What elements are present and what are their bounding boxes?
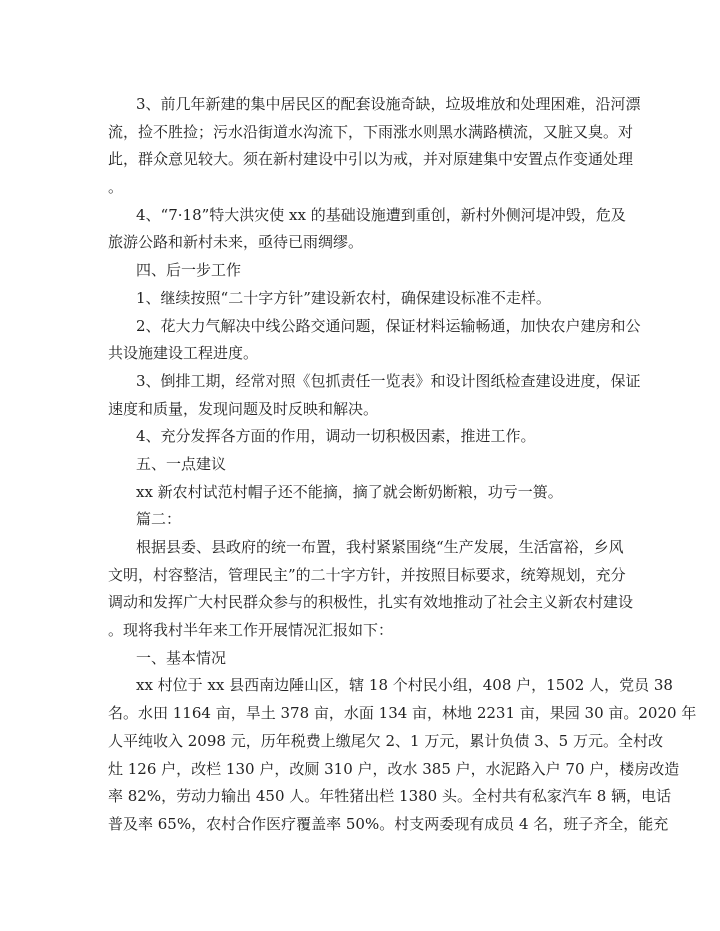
paragraph <box>108 534 634 645</box>
text-line: 文明，村容整洁，管理民主”的二十字方针，并按照目标要求，统筹规划，充分 <box>108 565 626 584</box>
text-line: 4、充分发挥各方面的作用，调动一切积极因素，推进工作。 <box>136 427 536 446</box>
text-line: 旅游公路和新村未来，亟待已雨绸缪。 <box>108 233 364 252</box>
text-line: xx 村位于 xx 县西南边陲山区，辖 18 个村民小组，408 户，1502 人，党员 38 <box>136 676 673 695</box>
text-line: 名。水田 1164 亩，旱土 378 亩，水面 134 亩，林地 2231 亩，果园 30 亩。2020 年 <box>108 704 697 723</box>
text-line: 2、花大力气解决中线公路交通问题，保证材料运输畅通，加快农户建房和公 <box>136 316 641 335</box>
text-line: xx 新农村试范村帽子还不能摘，摘了就会断奶断粮，功亏一篑。 <box>136 482 563 501</box>
text-line: 四、后一步工作 <box>136 261 242 280</box>
text-line: 普及率 65%，农村合作医疗覆盖率 50%。村支两委现有成员 4 名，班子齐全，能充 <box>108 814 669 833</box>
text-line: 此，群众意见较大。须在新村建设中引以为戒，并对原建集中安置点作变通处理 <box>108 150 634 169</box>
paragraph <box>108 257 612 285</box>
text-line: 1、继续按照“二十字方针”建设新农村，确保建设标准不走样。 <box>136 288 551 307</box>
paragraph <box>108 423 612 451</box>
text-line: 调动和发挥广大村民群众参与的积极性，扎实有效地推动了社会主义新农村建设 <box>108 593 634 612</box>
text-line: 人平纯收入 2098 元，历年税费上缴尾欠 2、1 万元，累计负债 3、5 万元。全村改 <box>108 731 663 750</box>
text-line: 率 82%，劳动力输出 450 人。年牲猪出栏 1380 头。全村共有私家汽车 8 辆，电话 <box>108 787 672 806</box>
paragraph <box>108 672 697 838</box>
text-line: 灶 126 户，改栏 130 户，改厕 310 户，改水 385 户，水泥路入户 70 户，楼房改造 <box>108 759 680 778</box>
paragraph <box>108 202 626 257</box>
text-line: 流，捡不胜捡；污水沿街道水沟流下，下雨涨水则黑水满路横流，又脏又臭。对 <box>108 122 634 141</box>
text-line: 一、基本情况 <box>136 648 227 667</box>
paragraph <box>108 506 612 534</box>
text-line: 篇二： <box>136 510 182 529</box>
paragraph <box>108 285 612 313</box>
paragraph <box>108 368 641 423</box>
paragraph <box>108 645 612 673</box>
text-line: 3、前几年新建的集中居民区的配套设施奇缺，垃圾堆放和处理困难，沿河漂 <box>136 95 641 113</box>
text-line: 根据县委、县政府的统一布置，我村紧紧围绕“生产发展，生活富裕，乡风 <box>136 538 624 556</box>
text-line: 共设施建设工程进度。 <box>108 344 259 363</box>
text-line: 4、“7·18”特大洪灾使 xx 的基础设施遭到重创，新村外侧河堤冲毁，危及 <box>136 205 626 224</box>
document-page <box>108 91 697 839</box>
text-line: 。 <box>108 178 124 197</box>
text-line: 速度和质量，发现问题及时反映和解决。 <box>108 399 379 418</box>
text-line: 。现将我村半年来工作开展情况汇报如下： <box>108 621 394 640</box>
paragraph <box>108 451 612 479</box>
paragraph <box>108 479 612 507</box>
paragraph <box>108 313 641 368</box>
paragraph <box>108 91 641 202</box>
text-line: 五、一点建议 <box>136 454 227 473</box>
text-line: 3、倒排工期，经常对照《包抓责任一览表》和设计图纸检查建设进度，保证 <box>136 371 641 390</box>
